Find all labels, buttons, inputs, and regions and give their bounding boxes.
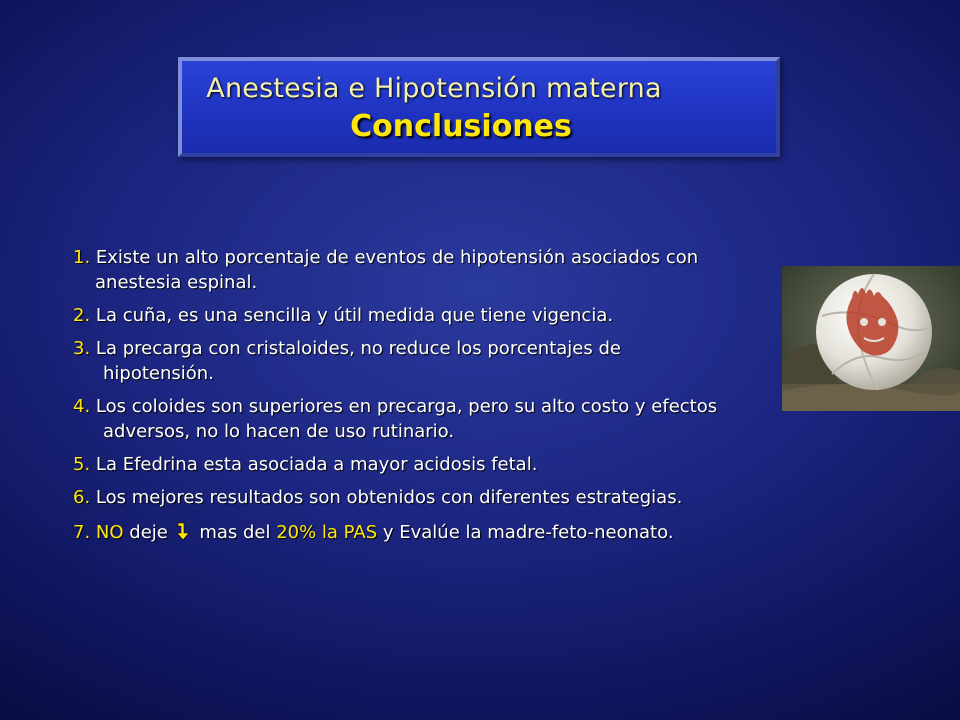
volleyball-photo	[782, 266, 960, 411]
list-item	[73, 394, 903, 444]
item-number: 4.	[73, 396, 91, 417]
item-number: 6.	[73, 487, 91, 508]
item-number: 2.	[73, 305, 91, 326]
item-text: La precarga con cristaloides, no reduce los porcentajes de	[90, 338, 621, 359]
list-item	[73, 452, 903, 477]
item-text: Los mejores resultados son obtenidos con diferentes estrategias.	[90, 487, 683, 508]
item-number: 7.	[73, 522, 91, 543]
item-text: deje	[123, 522, 174, 543]
list-item	[73, 520, 903, 548]
item-number: 5.	[73, 454, 91, 475]
item-text-continued: anestesia espinal.	[95, 272, 258, 293]
item-text: mas del	[193, 522, 277, 543]
conclusions-list	[73, 245, 903, 556]
item-text: La cuña, es una sencilla y útil medida que tiene vigencia.	[90, 305, 614, 326]
item-text: y Evalúe la madre-feto-neonato.	[377, 522, 674, 543]
down-arrow-icon	[176, 521, 192, 548]
item-text-continued: hipotensión.	[103, 363, 214, 384]
item-text: Existe un alto porcentaje de eventos de hipotensión asociados con	[90, 247, 699, 268]
list-item	[73, 485, 903, 510]
slide-title: Anestesia e Hipotensión materna	[206, 73, 662, 104]
list-item	[73, 245, 903, 295]
item-text-continued: adversos, no lo hacen de uso rutinario.	[103, 421, 455, 442]
item-text: La Efedrina esta asociada a mayor acidosis fetal.	[90, 454, 538, 475]
item-highlight-pas: 20% la PAS	[276, 522, 378, 543]
list-item	[73, 336, 903, 386]
slide-subtitle: Conclusiones	[350, 109, 572, 144]
item-highlight-no: NO	[95, 522, 124, 543]
item-number: 1.	[73, 247, 91, 268]
item-text: Los coloides son superiores en precarga, pero su alto costo y efectos	[90, 396, 718, 417]
title-box	[178, 57, 780, 157]
item-number: 3.	[73, 338, 91, 359]
list-item	[73, 303, 903, 328]
